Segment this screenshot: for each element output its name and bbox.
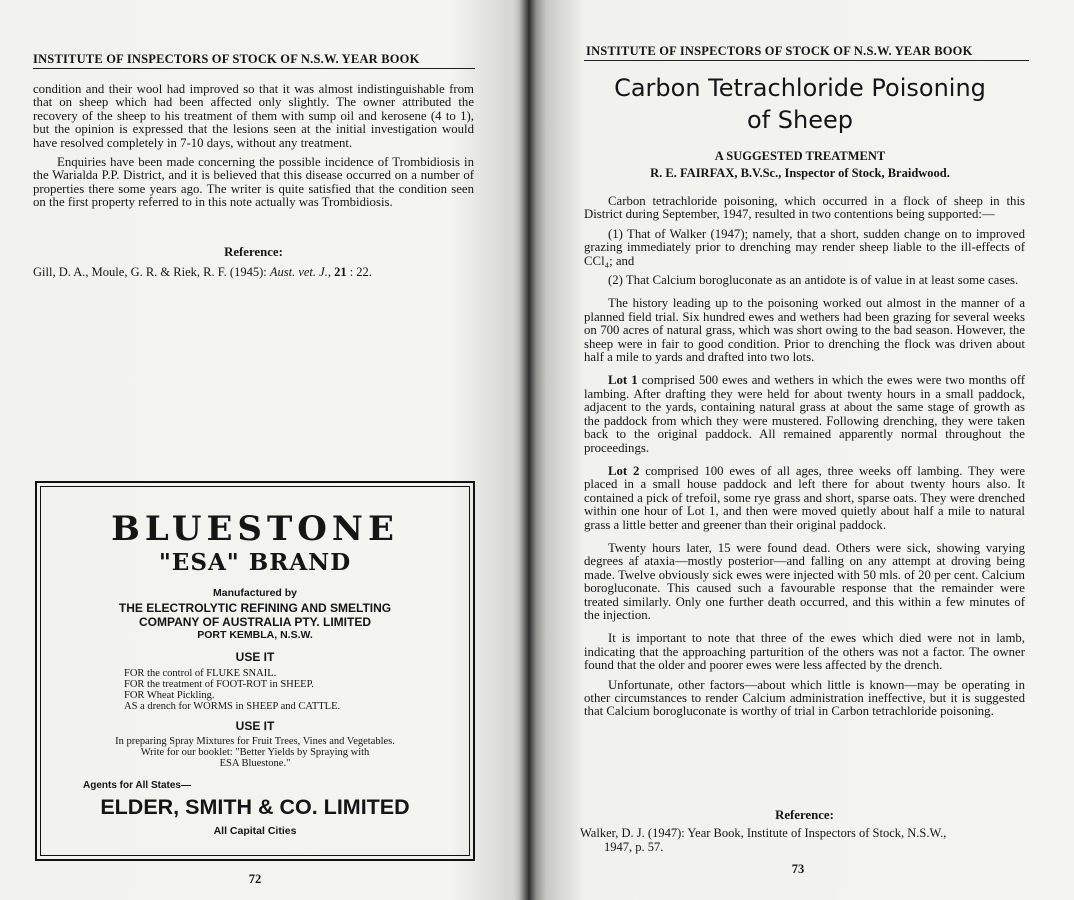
left-paragraph-2: Enquiries have been made concerning the possible incidence of Trombidiosis in the Warialda P.P. District, and it is believed that this disease occurred on a number of properties there some years ago. The writer is quite satisfied that the condition seen on the first property referred to in this note actually was Trombidiosis. bbox=[33, 155, 474, 210]
advert-spray-line3: ESA Bluestone." bbox=[219, 758, 291, 769]
advert-uses-list bbox=[124, 668, 340, 712]
advert-manufactured-by: Manufactured by bbox=[212, 587, 297, 599]
advert-use-item: FOR the control of FLUKE SNAIL. bbox=[124, 668, 277, 679]
advert-agent-cities: All Capital Cities bbox=[213, 825, 297, 837]
advert-spray-line2: Write for our booklet: "Better Yields by Spraying with bbox=[140, 747, 370, 758]
left-reference-heading: Reference: bbox=[224, 245, 283, 259]
article-paragraph-7: Twenty hours later, 15 were found dead. Others were sick, showing varying degrees af ataxia—mostly posterior—and falling on any attempt at droving being made. Twelve obviously sick ewes were injected with 50 mls. of 20 per cent. Calcium borogluconate. This caused such a favourable response that the remainder were treated similarly. Only one further death occurred, and this within a few minutes of the injection. bbox=[584, 540, 1025, 622]
article-paragraph-2: (1) That of Walker (1947); namely, that a short, sudden change on to improved grazing immediately prior to drenching may render sheep liable to the ill-effects of CCl₄; and bbox=[584, 226, 1025, 268]
left-body-text bbox=[33, 83, 474, 216]
right-reference-heading: Reference: bbox=[775, 808, 834, 822]
lot-1-label: Lot 1 bbox=[608, 373, 638, 388]
advert-use-item: AS a drench for WORMS in SHEEP and CATTLE. bbox=[124, 701, 341, 712]
lot-1-text: comprised 500 ewes and wethers in which the ewes were two months off lambing. After drafting they were held for about twenty hours in a small paddock, adjacent to the yards, containing natural grass at about the same stage of growth as the paddock from which they were mustered. Following drenching, they were taken back to the original paddock. All remained apparently normal throughout the proceedings. bbox=[584, 373, 1025, 455]
left-page-number: 72 bbox=[248, 872, 262, 886]
book-gutter bbox=[519, 0, 537, 900]
article-title bbox=[560, 72, 1040, 136]
advert-company-line1: THE ELECTROLYTIC REFINING AND SMELTING bbox=[118, 601, 392, 615]
advert-inner-border bbox=[40, 486, 470, 856]
advert-location: PORT KEMBLA, N.S.W. bbox=[197, 629, 313, 641]
header-rule-left bbox=[33, 68, 475, 69]
left-reference-citation bbox=[33, 265, 474, 279]
right-reference-citation bbox=[580, 826, 1030, 854]
article-paragraph-9: Unfortunate, other factors—about which little is known—may be operating in other circumstances to render Calcium administration ineffective, but it is suggested that Calcium borogluconate is worthy of trial in Carbon tetrachloride poisoning. bbox=[584, 677, 1025, 719]
article-paragraph-1: Carbon tetrachloride poisoning, which occurred in a flock of sheep in this District during September, 1947, resulted in two contentions being supported:— bbox=[584, 194, 1025, 222]
citation-volume: 21 bbox=[334, 265, 347, 279]
article-paragraph-3: (2) That Calcium borogluconate as an antidote is of value in at least some cases. bbox=[608, 273, 1019, 288]
right-page-number: 73 bbox=[791, 862, 805, 876]
article-byline: R. E. FAIRFAX, B.V.Sc., Inspector of Stock, Braidwood. bbox=[650, 166, 950, 180]
right-body-text bbox=[584, 195, 1025, 725]
running-header-right: INSTITUTE OF INSPECTORS OF STOCK OF N.S.W. YEAR BOOK bbox=[586, 44, 973, 58]
article-paragraph-4: The history leading up to the poisoning worked out almost in the manner of a planned field trial. Six hundred ewes and wethers had been grazing for several weeks on 700 acres of natural grass, which was short owing to the bad season. However, the sheep were in fair to good condition. Prior to drenching the flock was driven about half a mile to yards and drafted into two lots. bbox=[584, 296, 1025, 365]
article-paragraph-8: It is important to note that three of the ewes which died were not in lamb, indicating that the approaching parturition of the others was not a factor. The owner found that the older and poorer ewes were less affected by the drench. bbox=[584, 631, 1025, 673]
left-paragraph-1: condition and their wool had improved so that it was almost indistinguishable from that on sheep which had been affected only slightly. The owner attributed the recovery of the sheep to his treatment of them with sump oil and kerosene (4 to 1), but the opinion is expressed that the lesions seen at the initial investigation would have resolved completely in 7-10 days, without any treatment. bbox=[33, 82, 474, 150]
advert-spray-line1: In preparing Spray Mixtures for Fruit Trees, Vines and Vegetables. bbox=[115, 736, 395, 747]
citation-journal: Aust. vet. J., bbox=[269, 265, 331, 279]
lot-2-text: comprised 100 ewes of all ages, three weeks off lambing. They were placed in a small house paddock and left there for about twenty hours also. It contained a pick of trefoil, some rye grass and short, sparse oats. They were drenched within one hour of Lot 1, and then were moved quietly about half a mile to natural grass a little better and greener than their original paddock. bbox=[584, 463, 1026, 532]
advert-company-line2: COMPANY OF AUSTRALIA PTY. LIMITED bbox=[138, 615, 371, 629]
advert-agents-label: Agents for All States— bbox=[83, 780, 191, 791]
running-header-left: INSTITUTE OF INSPECTORS OF STOCK OF N.S.W. YEAR BOOK bbox=[33, 52, 420, 66]
bluestone-advert bbox=[35, 481, 475, 861]
right-reference-line2: 1947, p. 57. bbox=[604, 840, 664, 854]
article-paragraph-5 bbox=[584, 374, 1025, 454]
lot-2-label: Lot 2 bbox=[608, 463, 640, 478]
citation-pages: : 22. bbox=[349, 265, 372, 279]
header-rule-right bbox=[584, 60, 1029, 61]
article-paragraph-6 bbox=[584, 465, 1025, 532]
right-reference-line1: Walker, D. J. (1947): Year Book, Institute of Inspectors of Stock, N.S.W., bbox=[580, 826, 947, 840]
article-subtitle: A SUGGESTED TREATMENT bbox=[714, 149, 886, 163]
advert-use-it-heading-1: USE IT bbox=[235, 650, 275, 664]
article-title-line2: of Sheep bbox=[747, 106, 853, 134]
advert-agent-name: ELDER, SMITH & CO. LIMITED bbox=[100, 795, 410, 819]
citation-authors: Gill, D. A., Moule, G. R. & Riek, R. F. (1945): bbox=[33, 265, 267, 279]
advert-use-it-heading-2: USE IT bbox=[235, 719, 275, 733]
advert-title: BLUESTONE bbox=[111, 509, 399, 549]
advert-brand: "ESA" BRAND bbox=[158, 549, 352, 576]
advert-use-item: FOR Wheat Pickling. bbox=[124, 690, 215, 701]
advert-use-item: FOR the treatment of FOOT-ROT in SHEEP. bbox=[124, 679, 314, 690]
article-title-line1: Carbon Tetrachloride Poisoning bbox=[614, 74, 986, 102]
